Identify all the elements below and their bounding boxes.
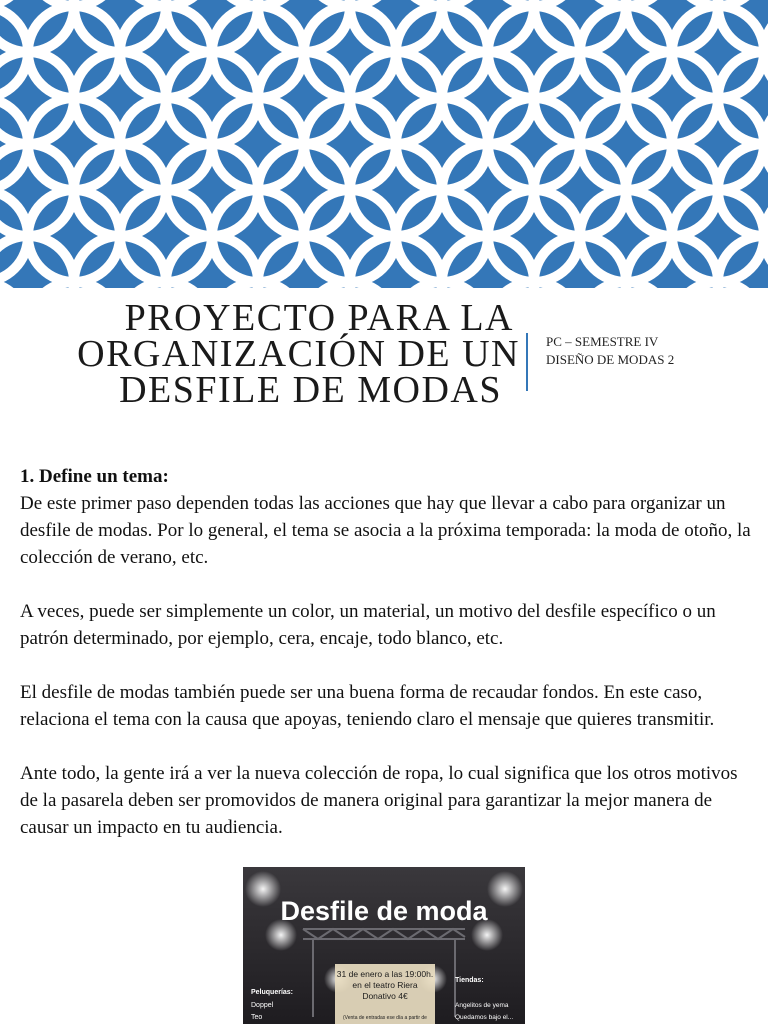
poster-title: Desfile de moda bbox=[280, 896, 488, 926]
poster-left-item-1: Doppel bbox=[251, 1002, 274, 1009]
paragraph: De este primer paso dependen todas las acciones que hay que llevar a cabo para organizar un desfile de modas. Por lo general, el tema se asocia a la próxima temporada: la moda de otoño, la colección de verano, etc. bbox=[20, 493, 751, 568]
poster-event-line-3: Donativo 4€ bbox=[362, 991, 408, 1001]
poster-right-item-1: Angelitos de yema bbox=[455, 1002, 509, 1009]
title-line-2: ORGANIZACIÓN DE UN bbox=[77, 333, 520, 375]
subtitle-line-1: PC – SEMESTRE IV bbox=[546, 334, 659, 349]
spotlight bbox=[487, 871, 523, 907]
subtitle bbox=[546, 333, 674, 369]
body-text bbox=[20, 463, 755, 868]
section-heading: 1. Define un tema: bbox=[20, 466, 169, 487]
title-divider bbox=[526, 333, 528, 391]
spotlight bbox=[245, 871, 281, 907]
event-poster-image bbox=[243, 867, 525, 1024]
poster-left-heading: Peluquerías: bbox=[251, 989, 294, 996]
page-title bbox=[0, 297, 520, 411]
poster-event-line-2: en el teatro Riera bbox=[352, 980, 418, 990]
poster-left-item-2: Teo bbox=[251, 1014, 263, 1021]
decorative-banner bbox=[0, 0, 768, 288]
paragraph: Ante todo, la gente irá a ver la nueva colección de ropa, lo cual significa que los otros motivos de la pasarela deben ser promovidos de manera original para garantizar la mejor manera de causar un impacto en tu audiencia. bbox=[20, 763, 738, 838]
poster-event-line-1: 31 de enero a las 19:00h. bbox=[336, 969, 434, 979]
poster-event-line-4: (Venta de entradas ese día a partir de bbox=[343, 1015, 427, 1021]
poster-right-heading: Tiendas: bbox=[455, 977, 484, 984]
title-line-3: DESFILE DE MODAS bbox=[119, 369, 502, 411]
poster-right-item-2: Quedamos bajo el... bbox=[455, 1014, 514, 1021]
paragraph: El desfile de modas también puede ser una buena forma de recaudar fondos. En este caso, relaciona el tema con la causa que apoyas, teniendo claro el mensaje que quieres transmitir. bbox=[20, 682, 715, 730]
title-line-1: PROYECTO PARA LA bbox=[124, 297, 514, 339]
subtitle-line-2: DISEÑO DE MODAS 2 bbox=[546, 352, 675, 367]
ring-pattern bbox=[0, 0, 768, 288]
paragraph: A veces, puede ser simplemente un color, un material, un motivo del desfile específico o un patrón determinado, por ejemplo, cera, encaje, todo blanco, etc. bbox=[20, 601, 716, 649]
